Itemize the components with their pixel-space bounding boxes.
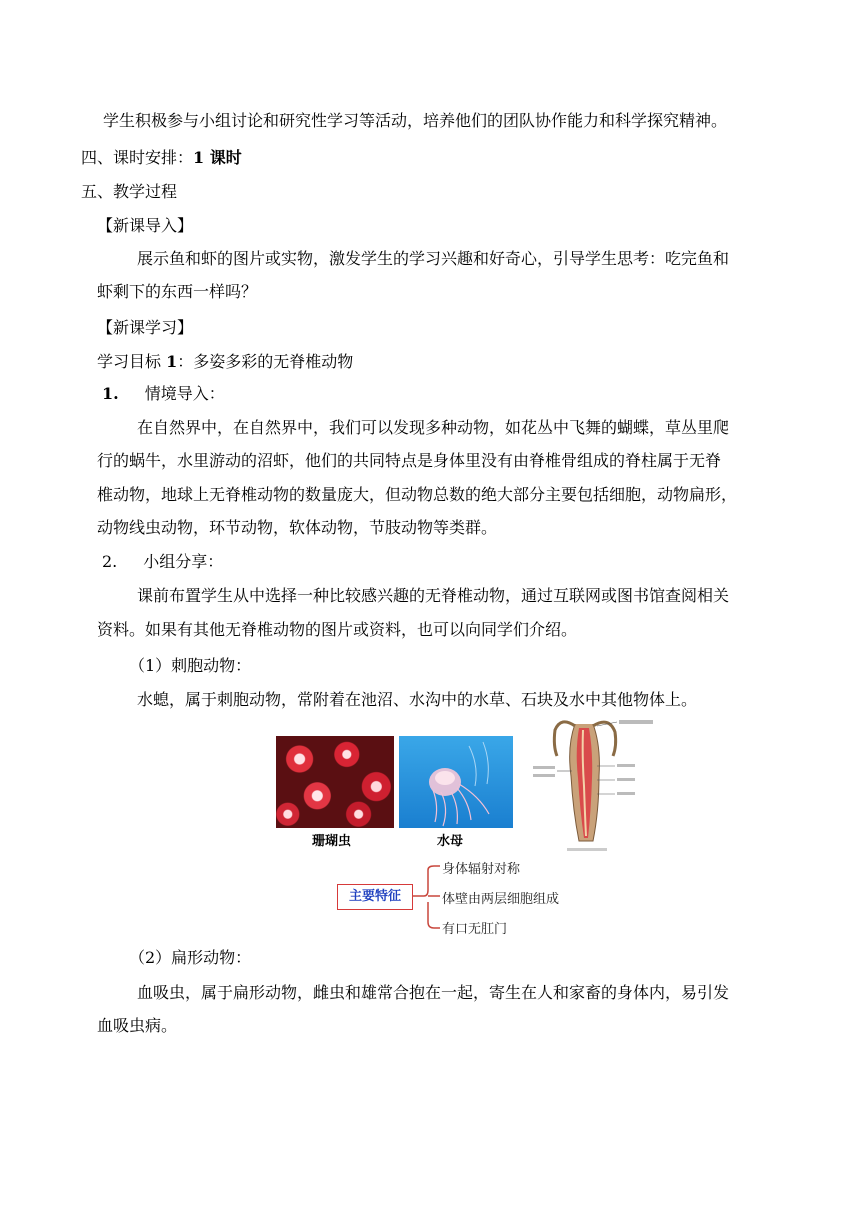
section-label-new-learning: 【新课学习】 [97,318,194,337]
item-2-number: 2. [102,552,118,571]
jellyfish-photo [399,736,513,828]
flatworm-line-1: 血吸虫，属于扁形动物，雌虫和雄常合抱在一起，寄生在人和家畜的身体内，易引发 [137,983,730,1002]
hydra-cross-section-illustration [527,716,659,858]
item-1-number: 1. [102,384,119,403]
item-1-title: 情境导入： [144,384,225,403]
jellyfish-illustration [399,736,513,828]
item-2-heading [102,552,223,572]
learning-goal-prefix: 学习目标 [97,352,167,371]
para1-line-2: 行的蜗牛，水里游动的沼虾，他们的共同特点是身体里没有由脊椎骨组成的脊柱属于无脊 [97,451,722,470]
intro-line-2: 虾剩下的东西一样吗？ [97,282,258,301]
feature-radial-symmetry: 身体辐射对称 [442,862,521,877]
item-2-title: 小组分享： [143,552,224,571]
learning-goal-number: 1 [166,352,178,371]
learning-goal-title: ：多姿多彩的无脊椎动物 [177,352,354,371]
para2-line-2: 资料。如果有其他无脊椎动物的图片或资料，也可以向同学们介绍。 [97,620,578,639]
para1-line-4: 动物线虫动物，环节动物，软体动物，节肢动物等类群。 [97,518,498,537]
feature-mouth-no-anus: 有口无肛门 [442,922,508,937]
caption-coral: 珊瑚虫 [312,834,352,849]
paragraph-team-skills: 学生积极参与小组讨论和研究性学习等活动，培养他们的团队协作能力和科学探究精神。 [103,111,728,130]
hydra-diagram [527,716,659,858]
learning-goal-1 [97,352,353,372]
brace-connector [412,862,442,932]
heading-teaching-process: 五、教学过程 [81,182,178,201]
feature-two-cell-layers: 体壁由两层细胞组成 [442,892,560,907]
section-label-new-intro: 【新课导入】 [97,216,194,235]
para1-line-1: 在自然界中，在自然界中，我们可以发现多种动物，如花丛中飞舞的蝴蝶，草丛里爬 [137,418,730,437]
cnidaria-figure [272,716,662,940]
subheading-cnidaria: （1）刺胞动物： [129,656,252,675]
heading-class-schedule-value: 1 课时 [193,148,242,167]
main-features-box: 主要特征 [337,884,413,910]
subheading-flatworms: （2）扁形动物： [129,948,252,967]
para2-line-1: 课前布置学生从中选择一种比较感兴趣的无脊椎动物，通过互联网或图书馆查阅相关 [137,586,730,605]
flatworm-line-2: 血吸虫病。 [97,1016,178,1035]
intro-line-1: 展示鱼和虾的图片或实物，激发学生的学习兴趣和好奇心，引导学生思考：吃完鱼和 [137,249,730,268]
item-1-heading [102,384,225,404]
caption-jellyfish: 水母 [437,834,464,849]
coral-polyp-photo [276,736,394,828]
para1-line-3: 椎动物，地球上无脊椎动物的数量庞大，但动物总数的绝大部分主要包括细胞，动物扁形， [97,485,738,504]
heading-class-schedule-label: 四、课时安排： [81,148,194,167]
heading-class-schedule [81,148,242,168]
cnidaria-description: 水螅，属于刺胞动物，常附着在池沼、水沟中的水草、石块及水中其他物体上。 [137,690,698,709]
